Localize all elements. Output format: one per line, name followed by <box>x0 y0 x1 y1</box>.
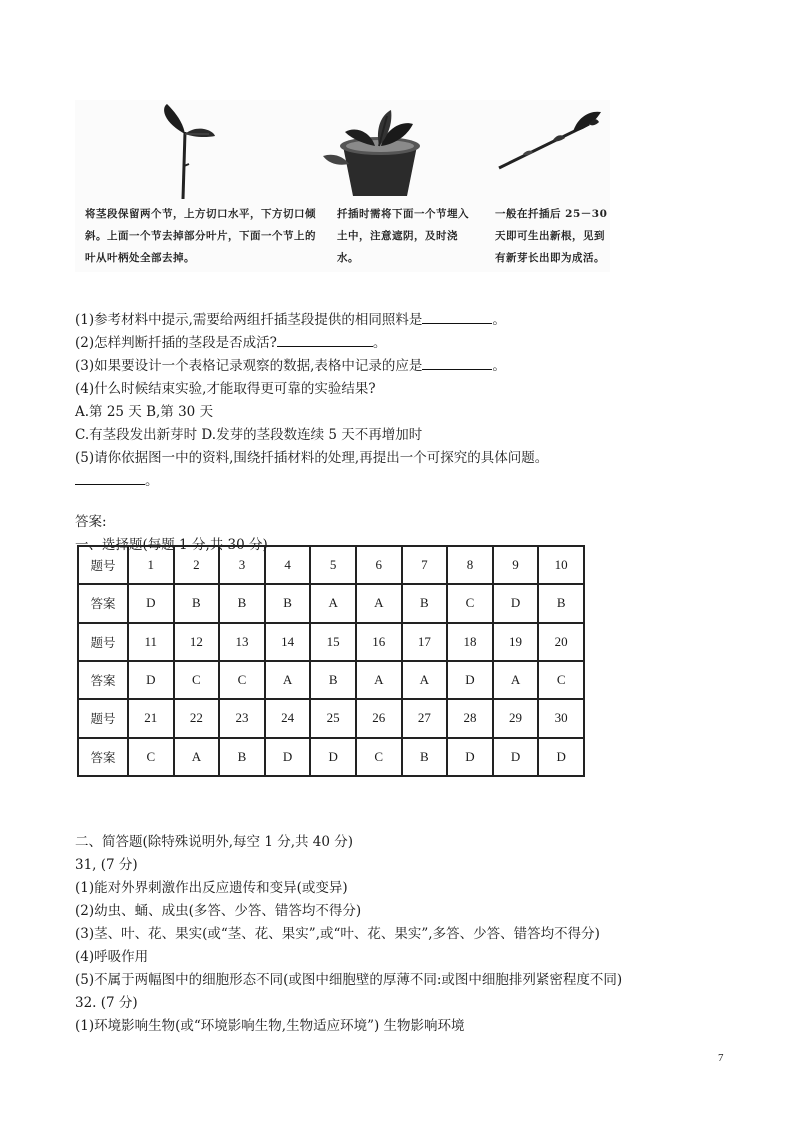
number-cell: 11 <box>128 623 174 661</box>
number-cell: 20 <box>538 623 584 661</box>
number-cell: 17 <box>402 623 448 661</box>
section-1-title: 一、选择题(每题 1 分,共 30 分) <box>75 537 268 553</box>
answer-cell: A <box>356 661 402 699</box>
number-cell: 9 <box>493 546 539 584</box>
number-cell: 29 <box>493 699 539 737</box>
number-cell: 3 <box>219 546 265 584</box>
answer-cell: B <box>538 584 584 622</box>
answer-blank <box>422 355 492 370</box>
answer-cell: B <box>310 661 356 699</box>
caption-step-1: 将茎段保留两个节，上方切口水平，下方切口倾斜。上面一个节去掉部分叶片，下面一个节上的叶从叶柄处全部去掉。 <box>85 208 316 264</box>
answer-cell: C <box>356 738 402 776</box>
number-cell: 12 <box>174 623 220 661</box>
table-row <box>78 661 584 699</box>
number-cell: 25 <box>310 699 356 737</box>
answer-cell: C <box>128 738 174 776</box>
answer-line: (4)呼吸作用 <box>75 949 149 965</box>
answer-table <box>77 545 585 777</box>
answer-cell: A <box>174 738 220 776</box>
answer-cell: B <box>402 738 448 776</box>
cutting-illustration <box>75 100 610 272</box>
potted-cutting-image <box>315 106 445 204</box>
number-cell: 23 <box>219 699 265 737</box>
number-cell: 28 <box>447 699 493 737</box>
answer-cell: D <box>128 584 174 622</box>
number-cell: 19 <box>493 623 539 661</box>
number-cell: 10 <box>538 546 584 584</box>
question-4-options-cd: C.有茎段发出新芽时 D.发芽的茎段数连续 5 天不再增加时 <box>75 427 423 443</box>
answer-cell: C <box>219 661 265 699</box>
number-cell: 16 <box>356 623 402 661</box>
question-5: (5)请你依据图一中的资料,围绕扦插材料的处理,再提出一个可探究的具体问题。 <box>75 450 549 466</box>
number-cell: 18 <box>447 623 493 661</box>
answer-cell: B <box>219 738 265 776</box>
answer-blank <box>277 332 373 347</box>
number-cell: 4 <box>265 546 311 584</box>
answer-label: 答案 <box>78 661 128 699</box>
answer-line: (1)环境影响生物(或“环境影响生物,生物适应环境”) 生物影响环境 <box>75 1018 465 1034</box>
answer-label: 答案 <box>78 584 128 622</box>
answer-cell: B <box>174 584 220 622</box>
answer-cell: D <box>447 661 493 699</box>
number-label: 题号 <box>78 623 128 661</box>
answer-cell: D <box>493 738 539 776</box>
number-cell: 8 <box>447 546 493 584</box>
table-row <box>78 738 584 776</box>
answer-line: (1)能对外界刺激作出反应遗传和变异(或变异) <box>75 880 348 896</box>
answer-line: (2)幼虫、蛹、成虫(多答、少答、错答均不得分) <box>75 903 362 919</box>
caption-step-3: 一般在扦插后 25－30 天即可生出新根，见到有新芽长出即为成活。 <box>495 208 608 264</box>
number-label: 题号 <box>78 546 128 584</box>
number-cell: 2 <box>174 546 220 584</box>
answer-line: 31, (7 分) <box>75 857 138 873</box>
question-2: (2)怎样判断扦插的茎段是否成活? 。 <box>75 331 386 351</box>
answer-cell: C <box>447 584 493 622</box>
answer-cell: B <box>402 584 448 622</box>
number-cell: 6 <box>356 546 402 584</box>
table-row <box>78 623 584 661</box>
answer-cell: D <box>310 738 356 776</box>
number-cell: 7 <box>402 546 448 584</box>
answer-blank <box>75 470 145 485</box>
answer-cell: C <box>174 661 220 699</box>
number-cell: 24 <box>265 699 311 737</box>
table-row <box>78 546 584 584</box>
page-number: 7 <box>718 1052 724 1064</box>
answer-label: 答案 <box>78 738 128 776</box>
number-cell: 22 <box>174 699 220 737</box>
answer-cell: C <box>538 661 584 699</box>
number-cell: 15 <box>310 623 356 661</box>
caption-step-2: 扦插时需将下面一个节埋入土中，注意遮阴，及时浇水。 <box>337 208 469 264</box>
answer-blank <box>422 309 492 324</box>
answer-line: 32. (7 分) <box>75 995 138 1011</box>
number-cell: 13 <box>219 623 265 661</box>
answer-line: (3)茎、叶、花、果实(或“茎、花、果实”,或“叶、花、果实”,多答、少答、错答均不得分) <box>75 926 600 942</box>
answer-cell: A <box>493 661 539 699</box>
answer-cell: D <box>493 584 539 622</box>
question-5-answer: 。 <box>75 469 159 489</box>
answer-cell: B <box>265 584 311 622</box>
table-row <box>78 699 584 737</box>
number-cell: 5 <box>310 546 356 584</box>
number-label: 题号 <box>78 699 128 737</box>
table-row <box>78 584 584 622</box>
question-1: (1)参考材料中提示,需要给两组扦插茎段提供的相同照料是 。 <box>75 308 506 328</box>
question-3: (3)如果要设计一个表格记录观察的数据,表格中记录的应是 。 <box>75 354 506 374</box>
number-cell: 30 <box>538 699 584 737</box>
number-cell: 26 <box>356 699 402 737</box>
answer-heading: 答案: <box>75 514 107 530</box>
number-cell: 21 <box>128 699 174 737</box>
answer-cell: D <box>265 738 311 776</box>
answer-cell: A <box>356 584 402 622</box>
stem-cutting-image <box>153 104 223 204</box>
answer-cell: A <box>310 584 356 622</box>
answer-cell: D <box>128 661 174 699</box>
number-cell: 27 <box>402 699 448 737</box>
section-2-title: 二、简答题(除特殊说明外,每空 1 分,共 40 分) <box>75 834 354 850</box>
question-4-options-ab: A.第 25 天 B,第 30 天 <box>75 404 214 420</box>
answer-line: (5)不属于两幅图中的细胞形态不同(或图中细胞壁的厚薄不同:或图中细胞排列紧密程度不同) <box>75 972 623 988</box>
answer-cell: D <box>538 738 584 776</box>
number-cell: 14 <box>265 623 311 661</box>
number-cell: 1 <box>128 546 174 584</box>
answer-cell: A <box>402 661 448 699</box>
sprouted-cutting-image <box>493 106 608 176</box>
question-4: (4)什么时候结束实验,才能取得更可靠的实验结果? <box>75 381 376 397</box>
answer-cell: D <box>447 738 493 776</box>
answer-cell: B <box>219 584 265 622</box>
answer-cell: A <box>265 661 311 699</box>
